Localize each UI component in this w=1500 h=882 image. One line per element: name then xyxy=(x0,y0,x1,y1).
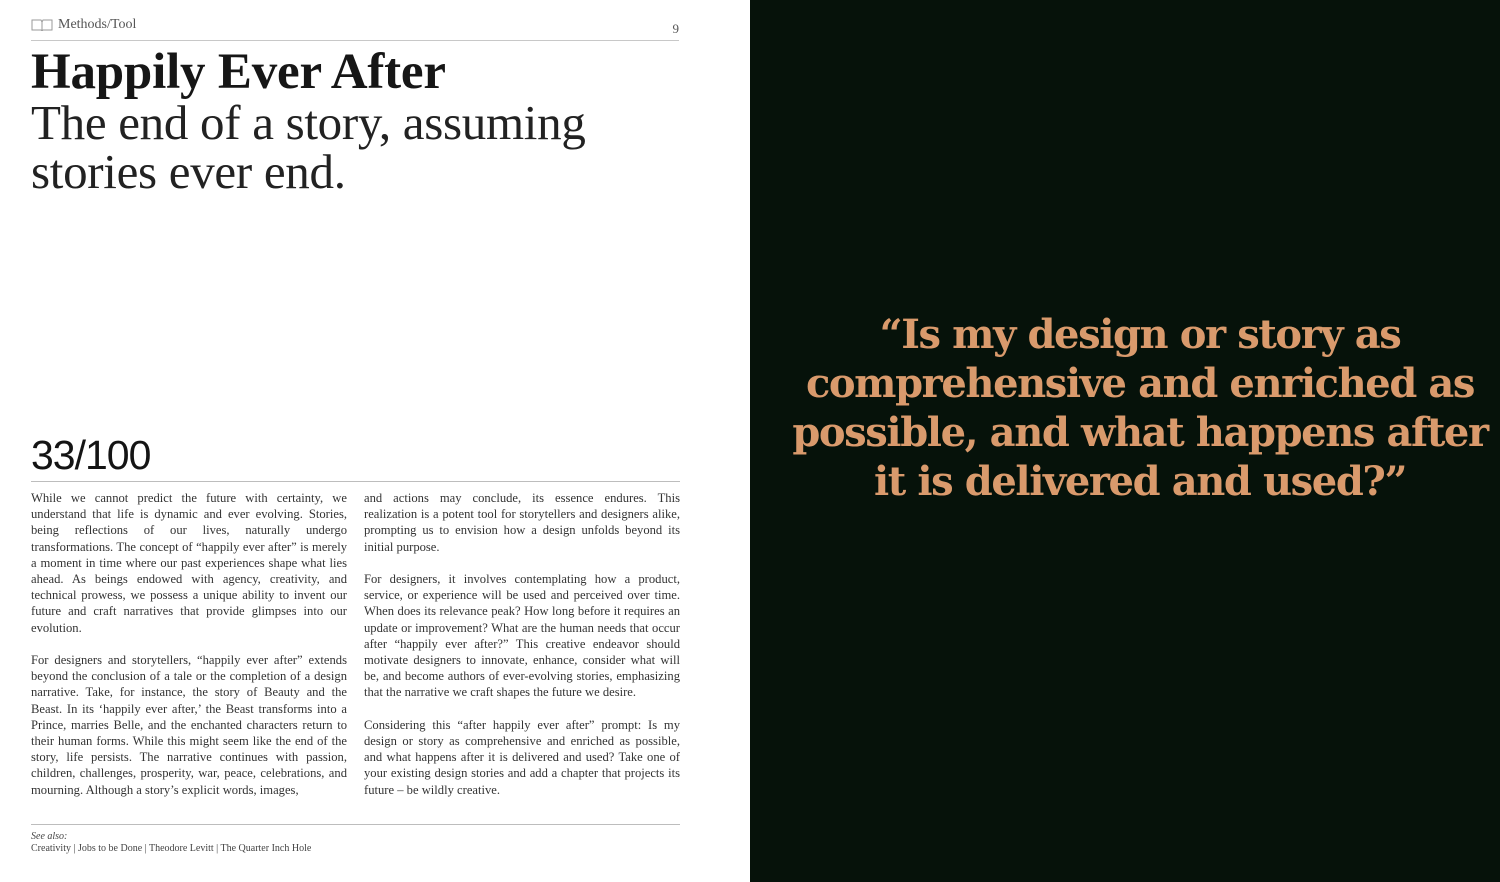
pull-quote: “Is my design or story as comprehensive and enriched as possible, and what happens after it is delivered and used?” xyxy=(792,311,1488,505)
see-also-label: See also: xyxy=(31,831,68,842)
see-also-links: Creativity | Jobs to be Done | Theodore Levitt | The Quarter Inch Hole xyxy=(31,843,312,854)
body-paragraph: Considering this “after happily ever after” prompt: Is my design or story as comprehensive and enriched as possible, and what happens after it is delivered and used? Take one of your existing design stories and add a chapter that projects its future – be wildly creative. xyxy=(364,717,680,797)
body-column-right xyxy=(364,490,680,814)
page-subtitle: The end of a story, assuming stories ever end. xyxy=(31,95,586,199)
method-counter: 33/100 xyxy=(31,432,151,478)
body-paragraph: For designers and storytellers, “happily ever after” extends beyond the conclusion of a tale or the completion of a design narrative. Take, for instance, the story of Beauty and the Beast. In its ‘happily ever after,’ the Beast transforms into a Prince, marries Belle, and the enchanted characters return to their human forms. While this might seem like the end of the story, life persists. The narrative continues with passion, children, challenges, prosperity, war, peace, celebrations, and mourning. Although a story’s explicit words, images, xyxy=(31,653,347,797)
right-page xyxy=(750,0,1500,882)
body-column-left xyxy=(31,490,347,814)
book-icon xyxy=(31,19,53,31)
divider-top xyxy=(31,481,680,482)
section-label: Methods/Tool xyxy=(58,17,137,32)
body-paragraph: For designers, it involves contemplating how a product, service, or experience will be used and perceived over time. When does its relevance peak? How long before it requires an update or improvement? What are the human needs that occur after “happily ever after?” This creative endeavor should motivate designers to innovate, enhance, consider what will be, and become authors of ever-evolving stories, emphasizing that the narrative we craft shapes the future we desire. xyxy=(364,572,680,700)
page-title: Happily Ever After xyxy=(31,44,446,100)
page-header xyxy=(31,16,679,41)
body-paragraph: While we cannot predict the future with certainty, we understand that life is dynamic and ever evolving. Stories, being reflections of our lives, naturally undergo transformations. The concept of “happily ever after” is merely a moment in time where our past experiences shape what lies ahead. As beings endowed with agency, creativity, and technical prowess, we possess a unique ability to invent our future and craft narratives that provide glimpses into our evolution. xyxy=(31,491,347,635)
body-paragraph: and actions may conclude, its essence endures. This realization is a potent tool for storytellers and designers alike, prompting us to envision how a design unfolds beyond its initial purpose. xyxy=(364,491,680,554)
divider-bottom xyxy=(31,824,680,825)
page-number: 9 xyxy=(672,21,679,36)
